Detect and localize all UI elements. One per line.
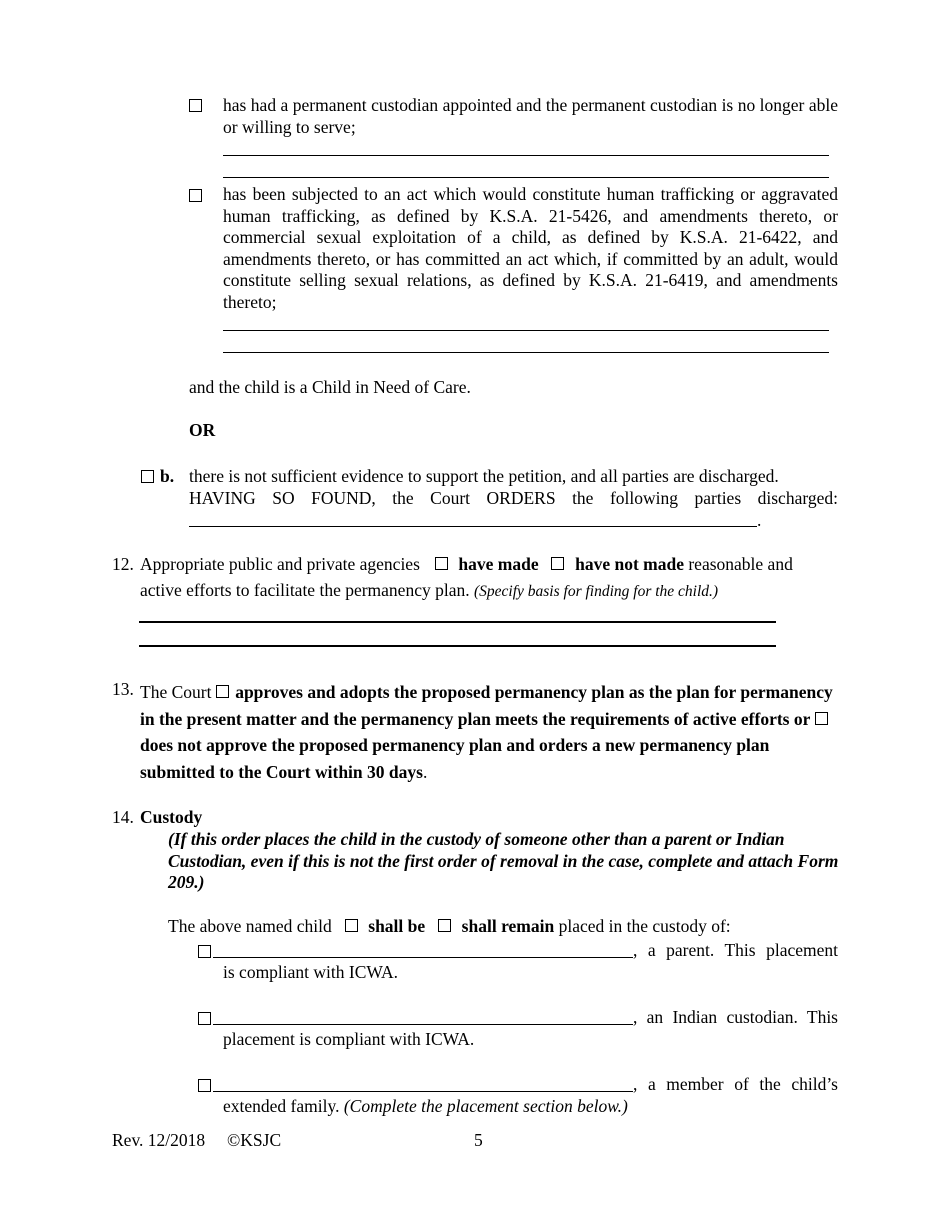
placement-parent-suffix: , a parent. This placement — [633, 940, 838, 960]
blank-line[interactable] — [223, 330, 829, 331]
checkbox-have-not-made[interactable] — [551, 557, 564, 570]
checkbox-placement-parent[interactable] — [198, 942, 213, 964]
placement-indian-custodian-cont: placement is compliant with ICWA. — [223, 1029, 475, 1049]
placement-extended-family-suffix: , a member of the child’s — [633, 1074, 838, 1094]
item14-number: 14. — [112, 807, 134, 827]
item13-text — [140, 679, 838, 785]
item12-text-b: reasonable and — [688, 554, 793, 574]
placement-parent-cont: is compliant with ICWA. — [223, 962, 398, 982]
item14-lead: The above named child — [168, 916, 332, 936]
item14-custody-line — [168, 916, 731, 938]
checkbox-shall-remain[interactable] — [438, 919, 451, 932]
blank-line[interactable] — [213, 957, 633, 958]
item-b-text: there is not sufficient evidence to support the petition, and all parties are discharged. — [189, 466, 779, 486]
checkbox-shall-be[interactable] — [345, 919, 358, 932]
blank-line[interactable] — [139, 645, 776, 647]
placement-extended-family-note: (Complete the placement section below.) — [343, 1096, 628, 1116]
item13-not-approve: does not approve the proposed permanency plan and orders a new permanency plan submitted to the Court within 30 days — [140, 735, 770, 782]
item13-lead: The Court — [140, 682, 212, 702]
checkbox-have-made[interactable] — [435, 557, 448, 570]
item12-line1 — [140, 554, 793, 576]
page-number: 5 — [474, 1130, 483, 1150]
checkbox-item-b[interactable] — [141, 467, 156, 489]
item12-text-c: active efforts to facilitate the permanency plan. — [140, 580, 470, 600]
blank-line[interactable] — [139, 621, 776, 623]
placement-extended-family-cont-line — [223, 1096, 628, 1118]
blank-line[interactable] — [213, 1024, 633, 1025]
blank-line[interactable] — [223, 177, 829, 178]
shall-remain-label: shall remain — [461, 916, 555, 936]
footer-revision: Rev. 12/2018 — [112, 1130, 206, 1150]
checkbox-approves[interactable] — [216, 685, 229, 698]
or-label: OR — [189, 420, 216, 440]
checkbox-placement-extended-family[interactable] — [198, 1076, 213, 1098]
option-human-trafficking: has been subjected to an act which would constitute human trafficking or aggravated human trafficking, as defined by K.S.A. 21-5426, and amendments thereto, or commercial sexual exploitation of a child, as defined by K.S.A. 21-6422, and amendments thereto, or has committed an act which, if committed by an adult, would constitute selling sexual relations, as defined by K.S.A. 21-6419, and amendments thereto; — [223, 184, 838, 312]
item13-end: . — [422, 761, 428, 782]
option-permanent-custodian: has had a permanent custodian appointed and the permanent custodian is no longer able or willing to serve; — [223, 95, 838, 137]
blank-line[interactable] — [223, 352, 829, 353]
item-b-label: b. — [160, 466, 175, 486]
item12-line2 — [140, 580, 718, 603]
placement-indian-custodian-suffix: , an Indian custodian. This — [633, 1007, 838, 1027]
period: . — [757, 510, 762, 530]
item12-text-a: Appropriate public and private agencies — [140, 554, 420, 574]
checkbox-permanent-custodian[interactable] — [189, 96, 204, 118]
blank-line[interactable] — [189, 526, 757, 527]
item13-number: 13. — [112, 679, 134, 699]
item13-approves: approves and adopts the proposed permanency plan as the plan for permanency in the present matter and the permanency plan meets the requirements of active efforts or — [140, 682, 833, 729]
item12-note: (Specify basis for finding for the child.) — [473, 583, 719, 600]
item14-title: Custody — [140, 807, 203, 827]
shall-be-label: shall be — [368, 916, 426, 936]
blank-line[interactable] — [223, 155, 829, 156]
item14-instruction: (If this order places the child in the custody of someone other than a parent or Indian Custodian, even if this is not the first order of removal in the case, complete and attach Form 209.) — [168, 829, 839, 892]
footer-copyright: ©KSJC — [227, 1130, 282, 1150]
item14-tail: placed in the custody of: — [558, 916, 731, 936]
checkbox-placement-indian-custodian[interactable] — [198, 1009, 213, 1031]
blank-line[interactable] — [213, 1091, 633, 1092]
item-b-order: HAVING SO FOUND, the Court ORDERS the following parties discharged: — [189, 488, 838, 508]
placement-extended-family-cont: extended family. — [223, 1096, 340, 1116]
have-not-made-label: have not made — [575, 554, 684, 574]
item12-number: 12. — [112, 554, 134, 574]
have-made-label: have made — [458, 554, 539, 574]
cinc-conclusion: and the child is a Child in Need of Care. — [189, 377, 471, 397]
checkbox-human-trafficking[interactable] — [189, 186, 204, 208]
checkbox-does-not-approve[interactable] — [815, 712, 828, 725]
